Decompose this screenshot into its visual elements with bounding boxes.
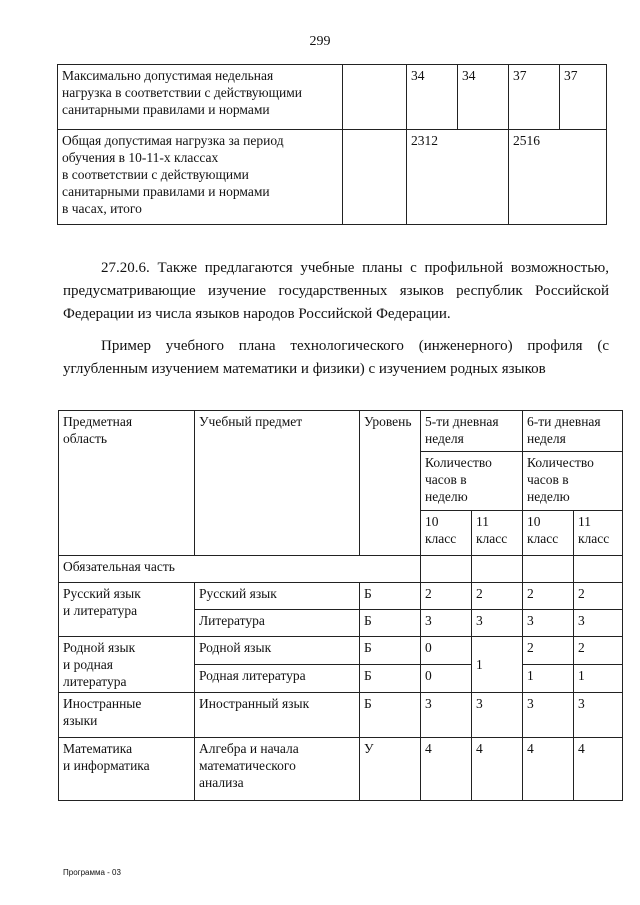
empty-cell	[472, 556, 523, 583]
level-cell: Б	[360, 693, 421, 738]
subject-cell: Родной язык	[195, 637, 360, 665]
level-cell: Б	[360, 665, 421, 693]
header-area: Предметная область	[59, 411, 195, 556]
curriculum-table	[58, 410, 623, 801]
table-cell: 34	[458, 65, 509, 130]
level-cell: У	[360, 738, 421, 801]
area-cell: Математика и информатика	[59, 738, 195, 801]
table-cell-merged: 1	[472, 637, 523, 693]
header-5day-week: 5-ти дневная неделя	[421, 411, 523, 452]
header-grade-10: 10 класс	[421, 511, 472, 556]
table-cell: 2516	[509, 130, 607, 225]
table-cell: 2	[421, 583, 472, 610]
header-level: Уровень	[360, 411, 421, 556]
table-cell: 2312	[407, 130, 509, 225]
paragraph-profile-plans: 27.20.6. Также предлагаются учебные планы с профильной возможностью, предусматривающие изучение государственных языков республик Российской Федерации из числа языков народов Российской Федерации.	[63, 260, 609, 322]
table-cell: 34	[407, 65, 458, 130]
page-number: 299	[309, 34, 331, 49]
footer-label: Программа - 03	[63, 868, 121, 877]
subject-cell: Родная литература	[195, 665, 360, 693]
paragraph-plan-example: Пример учебного плана технологического (инженерного) профиля (с углубленным изучением математики и физики) с изучением родных языков	[63, 338, 609, 377]
table-cell: 4	[574, 738, 623, 801]
area-cell: Иностранные языки	[59, 693, 195, 738]
table-cell: 3	[472, 693, 523, 738]
subject-cell: Русский язык	[195, 583, 360, 610]
table-cell: 3	[523, 610, 574, 637]
table-cell: 0	[421, 665, 472, 693]
table-cell: 37	[560, 65, 607, 130]
subject-cell: Иностранный язык	[195, 693, 360, 738]
area-cell: Родной язык и родная литература	[59, 637, 195, 693]
table-cell: 2	[472, 583, 523, 610]
table-cell: 2	[574, 583, 623, 610]
header-grade-11: 11 класс	[574, 511, 623, 556]
table-cell: 3	[523, 693, 574, 738]
table-cell: 1	[574, 665, 623, 693]
subject-cell: Литература	[195, 610, 360, 637]
table-cell: 3	[421, 693, 472, 738]
table-cell: 37	[509, 65, 560, 130]
table-row	[59, 637, 623, 665]
header-grade-11: 11 класс	[472, 511, 523, 556]
level-cell: Б	[360, 637, 421, 665]
empty-cell	[343, 65, 407, 130]
table-row	[59, 738, 623, 801]
header-grade-10: 10 класс	[523, 511, 574, 556]
table-cell: 2	[523, 637, 574, 665]
table-cell: 3	[472, 610, 523, 637]
section-row	[59, 556, 623, 583]
empty-cell	[343, 130, 407, 225]
table-row	[59, 693, 623, 738]
table-row	[58, 130, 607, 225]
table-cell: 0	[421, 637, 472, 665]
subject-cell: Алгебра и начала математического анализа	[195, 738, 360, 801]
table-row	[59, 583, 623, 610]
table-cell: 1	[523, 665, 574, 693]
table-cell: 4	[523, 738, 574, 801]
max-weekly-load-label: Максимально допустимая недельная нагрузка в соответствии с действующими санитарными правилами и нормами	[58, 65, 343, 130]
level-cell: Б	[360, 610, 421, 637]
table-cell: 2	[523, 583, 574, 610]
header-hours-6day: Количество часов в неделю	[523, 452, 623, 511]
load-table	[57, 64, 607, 225]
table-cell: 4	[472, 738, 523, 801]
table-cell: 4	[421, 738, 472, 801]
level-cell: Б	[360, 583, 421, 610]
mandatory-part-label: Обязательная часть	[59, 556, 421, 583]
table-row	[58, 65, 607, 130]
total-load-label: Общая допустимая нагрузка за период обучения в 10-11-х классах в соответствии с действующими санитарными правилами и нормами в часах, итого	[58, 130, 343, 225]
table-cell: 3	[574, 610, 623, 637]
table-cell: 3	[421, 610, 472, 637]
empty-cell	[574, 556, 623, 583]
empty-cell	[421, 556, 472, 583]
header-6day-week: 6-ти дневная неделя	[523, 411, 623, 452]
header-row	[59, 411, 623, 452]
header-subject: Учебный предмет	[195, 411, 360, 556]
area-cell: Русский язык и литература	[59, 583, 195, 637]
empty-cell	[523, 556, 574, 583]
header-hours-5day: Количество часов в неделю	[421, 452, 523, 511]
table-cell: 2	[574, 637, 623, 665]
table-cell: 3	[574, 693, 623, 738]
